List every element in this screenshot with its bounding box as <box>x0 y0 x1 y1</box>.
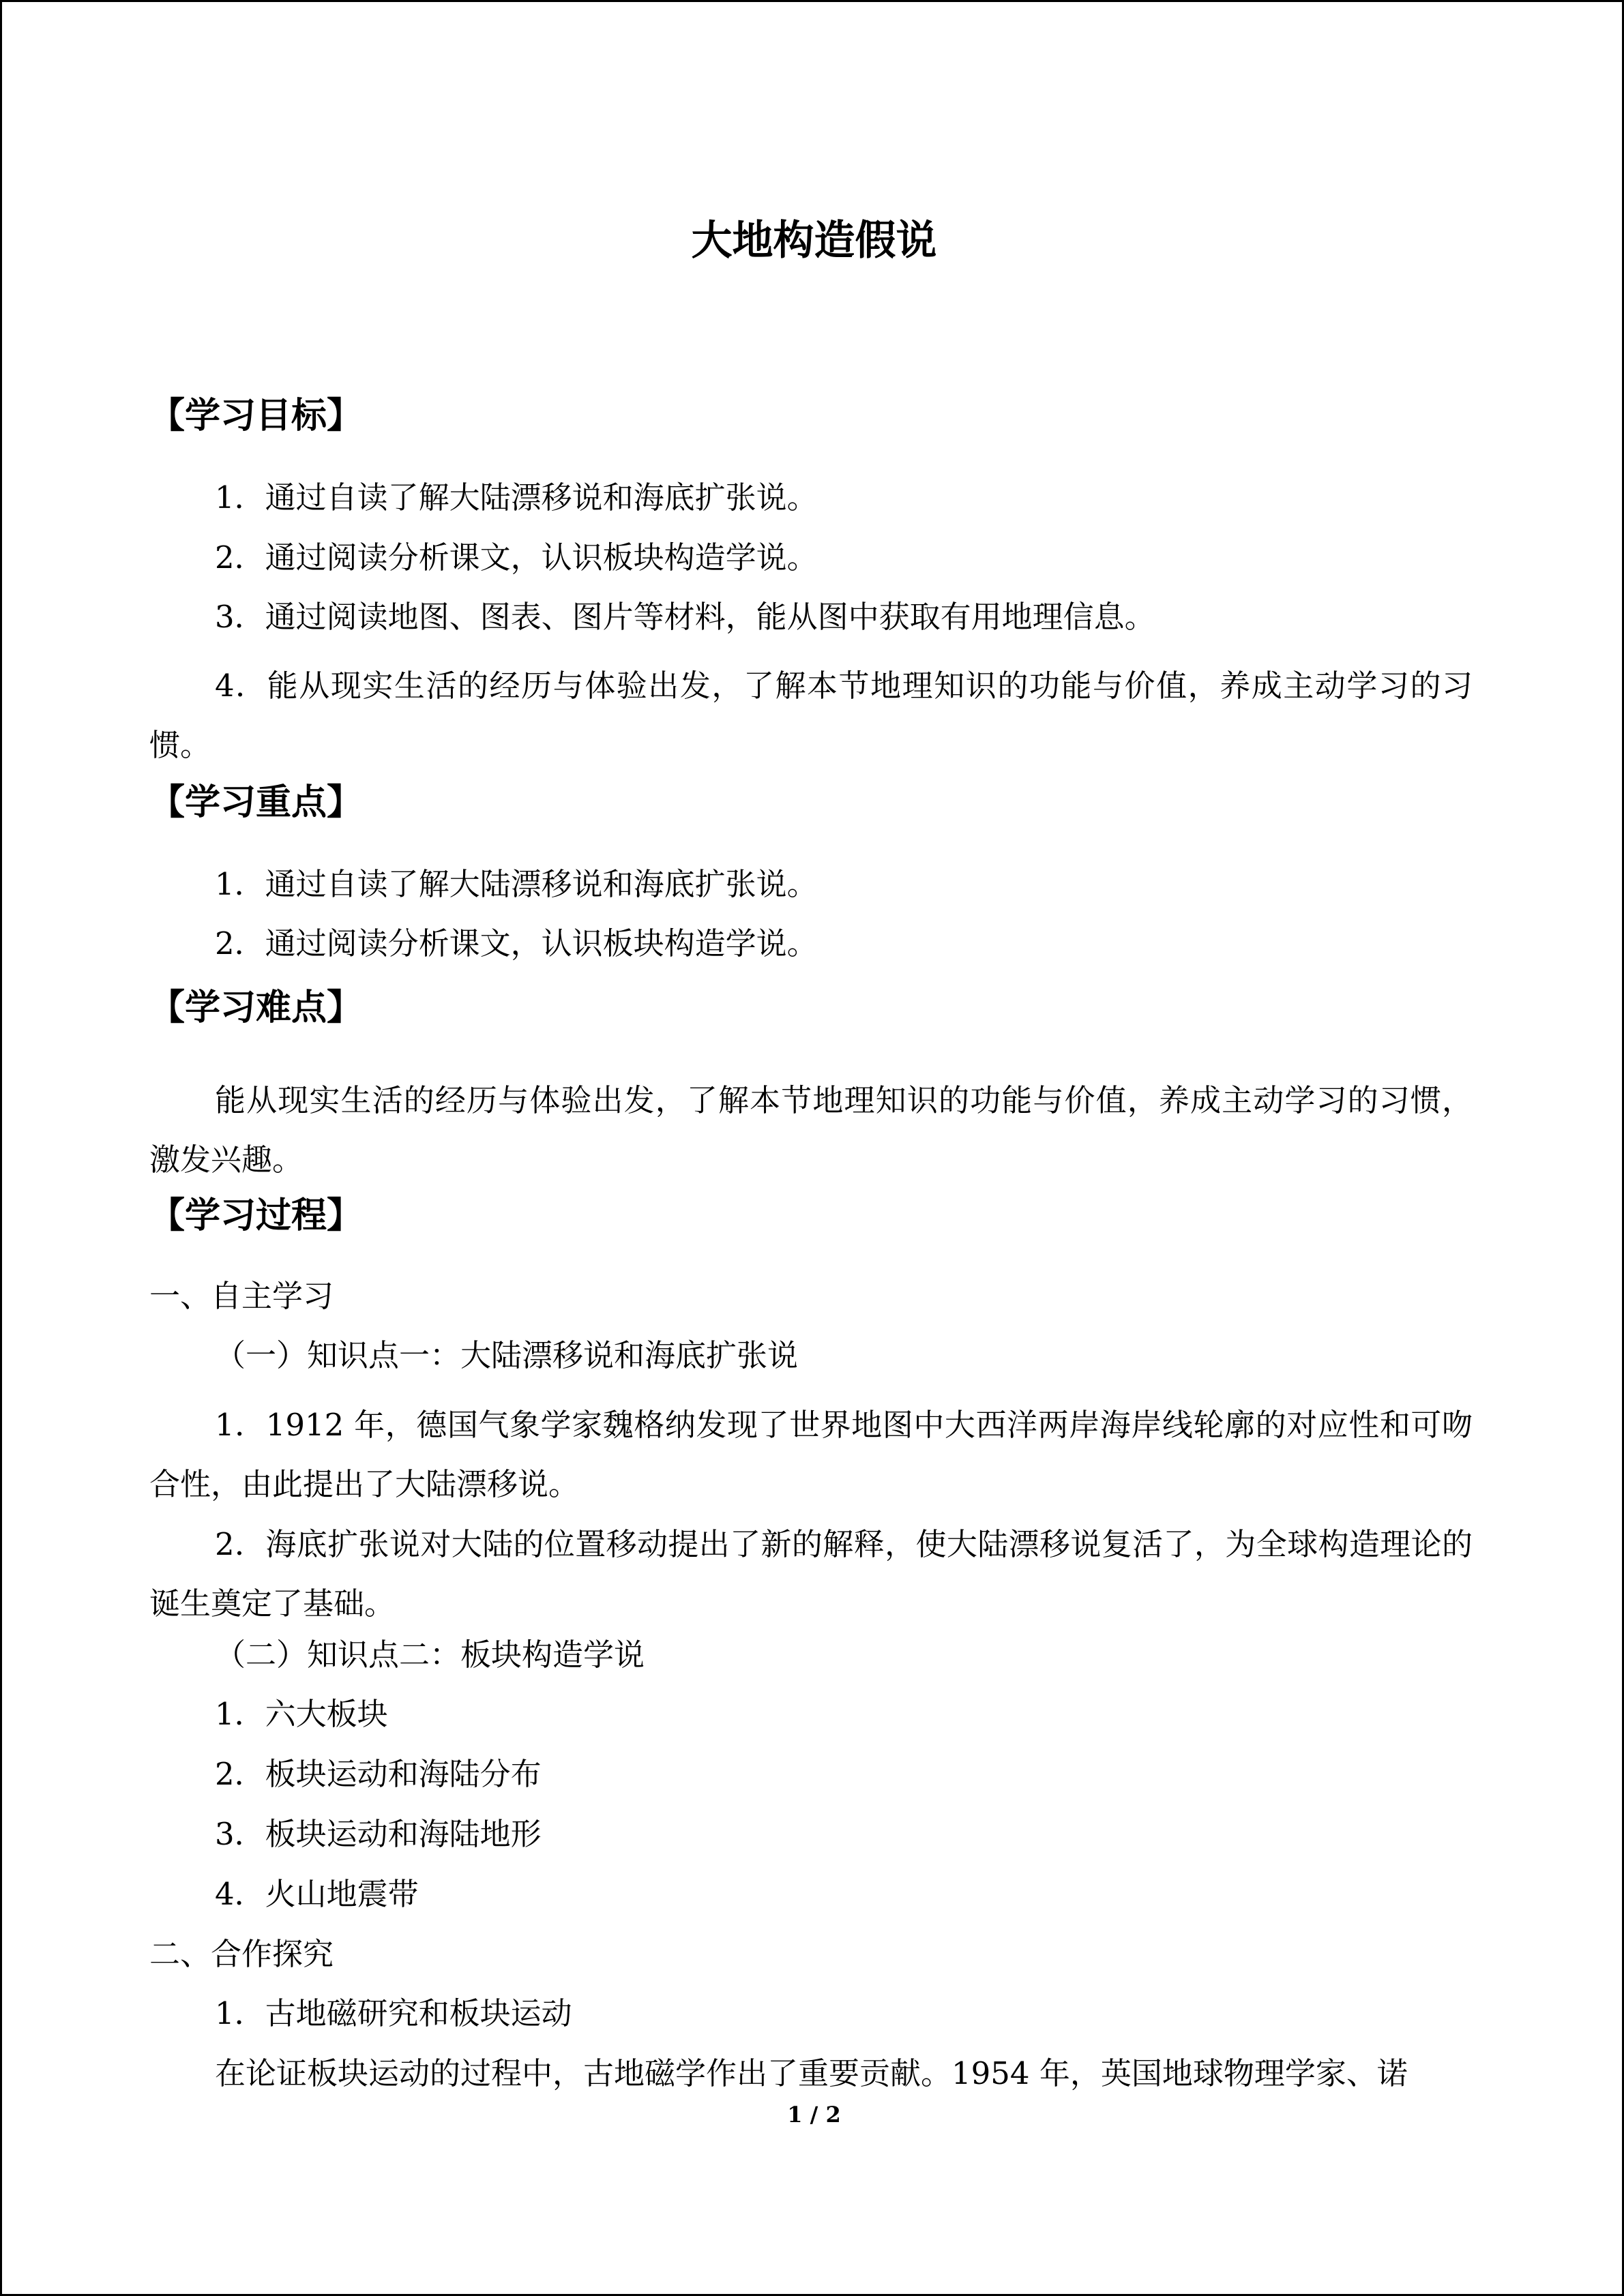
kp2-item-1: 1．六大板块 <box>215 1696 388 1732</box>
objective-item-3: 3．通过阅读地图、图表、图片等材料，能从图中获取有用地理信息。 <box>215 599 1155 635</box>
kp2-item-2: 2．板块运动和海陆分布 <box>215 1756 542 1792</box>
kp1-title: （一）知识点一：大陆漂移说和海底扩张说 <box>215 1337 799 1373</box>
objective-item-4: 4．能从现实生活的经历与体验出发，了解本节地理知识的功能与价值，养成主动学习的习惯。 <box>149 668 1473 763</box>
kp2-item-3: 3．板块运动和海陆地形 <box>215 1816 542 1852</box>
kp2-item-4: 4．火山地震带 <box>215 1876 419 1912</box>
section-heading-objectives: 【学习目标】 <box>149 396 363 436</box>
section-heading-key-points: 【学习重点】 <box>149 782 363 823</box>
page-number: 1 / 2 <box>787 2102 841 2128</box>
kp2-title: （二）知识点二：板块构造学说 <box>215 1637 645 1673</box>
objective-item-2: 2．通过阅读分析课文，认识板块构造学说。 <box>215 539 818 576</box>
section-heading-difficulties: 【学习难点】 <box>149 987 363 1028</box>
section-heading-process: 【学习过程】 <box>149 1195 363 1236</box>
objective-item-1: 1．通过自读了解大陆漂移说和海底扩张说。 <box>215 479 818 516</box>
document-title: 大地构造假说 <box>691 217 937 265</box>
key-point-item-1: 1．通过自读了解大陆漂移说和海底扩张说。 <box>215 866 818 902</box>
difficulties-text: 能从现实生活的经历与体验出发，了解本节地理知识的功能与价值，养成主动学习的习惯，激发兴趣。 <box>149 1082 1473 1178</box>
part1-title: 一、自主学习 <box>149 1278 334 1314</box>
part2-title: 二、合作探究 <box>149 1936 334 1972</box>
kp1-item-2: 2．海底扩张说对大陆的位置移动提出了新的解释，使大陆漂移说复活了，为全球构造理论的诞生奠定了基础。 <box>149 1526 1473 1622</box>
part2-item-1: 1．古地磁研究和板块运动 <box>215 1995 572 2031</box>
part2-paragraph: 在论证板块运动的过程中，古地磁学作出了重要贡献。1954 年，英国地球物理学家、诺 <box>215 2055 1408 2091</box>
key-point-item-2: 2．通过阅读分析课文，认识板块构造学说。 <box>215 925 818 961</box>
kp1-item-1: 1．1912 年，德国气象学家魏格纳发现了世界地图中大西洋两岸海岸线轮廓的对应性和可吻合性，由此提出了大陆漂移说。 <box>149 1407 1473 1502</box>
